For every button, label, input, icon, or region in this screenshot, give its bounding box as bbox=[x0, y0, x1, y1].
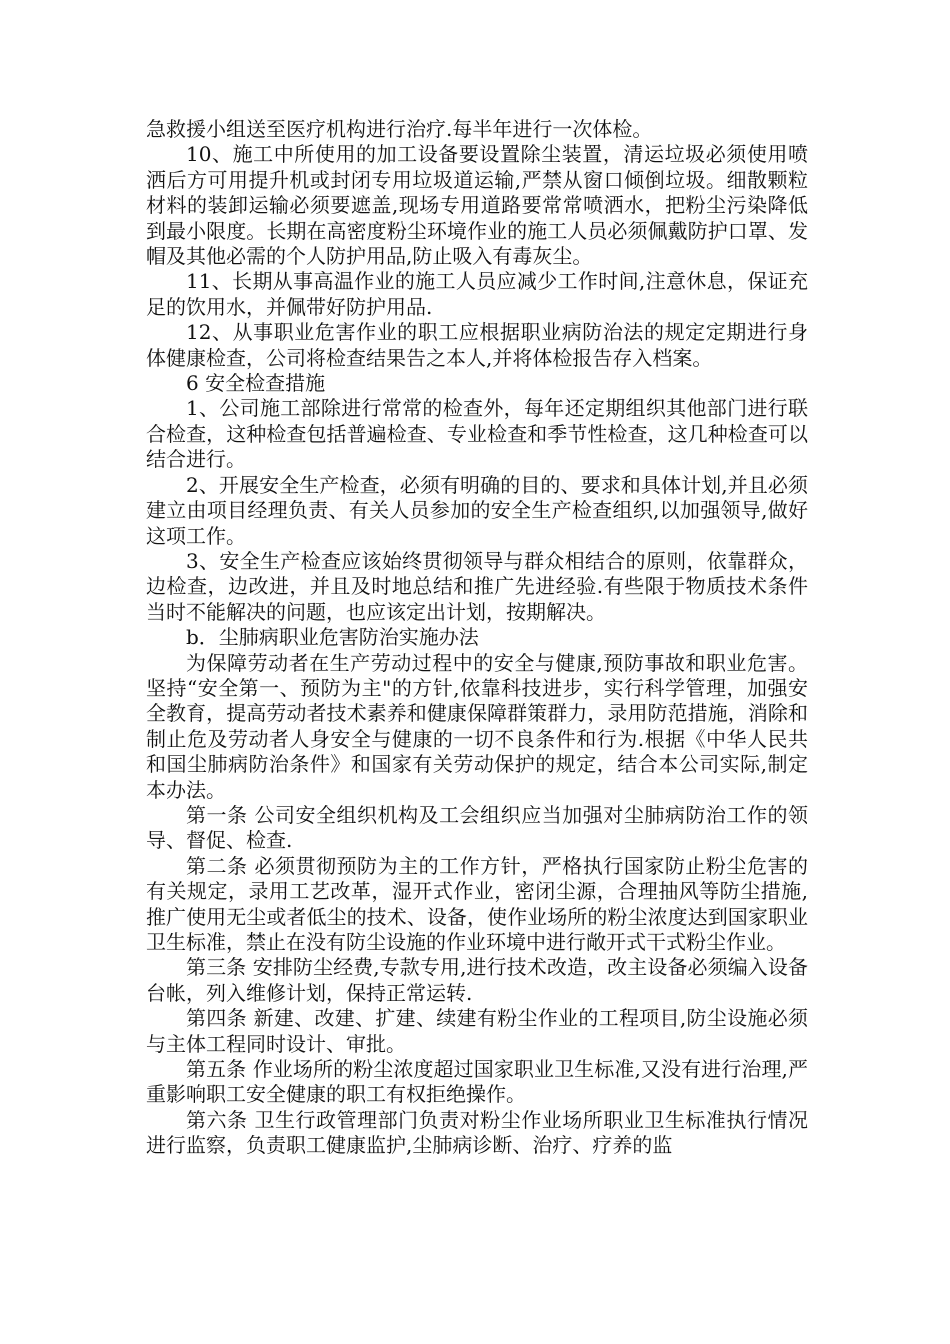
article-paragraph: 第四条 新建、改建、扩建、续建有粉尘作业的工程项目,防尘设施必须与主体工程同时设计、审批。 bbox=[146, 1006, 808, 1056]
article-paragraph: 第五条 作业场所的粉尘浓度超过国家职业卫生标准,又没有进行治理,严重影响职工安全健康的职工有权拒绝操作。 bbox=[146, 1057, 808, 1107]
paragraph: 为保障劳动者在生产劳动过程中的安全与健康,预防事故和职业危害。坚持“安全第一、预防为主"的方针,依靠科技进步，实行科学管理，加强安全教育，提高劳动者技术素养和健康保障群策群力，录用防范措施，消除和制止危及劳动者人身安全与健康的一切不良条件和行为.根据《中华人民共和国尘肺病防治条件》和国家有关劳动保护的规定，结合本公司实际,制定本办法。 bbox=[146, 650, 808, 802]
paragraph: 11、长期从事高温作业的施工人员应减少工作时间,注意休息，保证充足的饮用水，并佩带好防护用品. bbox=[146, 269, 808, 319]
section-heading: b．尘肺病职业危害防治实施办法 bbox=[186, 625, 479, 650]
paragraph: 急救援小组送至医疗机构进行治疗.每半年进行一次体检。 bbox=[146, 117, 653, 141]
paragraph: 1、公司施工部除进行常常的检查外，每年还定期组织其他部门进行联合检查，这种检查包括普遍检查、专业检查和季节性检查，这几种检查可以结合进行。 bbox=[146, 396, 808, 472]
article-paragraph: 第二条 必须贯彻预防为主的工作方针，严格执行国家防止粉尘危害的有关规定，录用工艺改革，湿开式作业，密闭尘源，合理抽风等防尘措施,推广使用无尘或者低尘的技术、设备，使作业场所的粉尘浓度达到国家职业卫生标准，禁止在没有防尘设施的作业环境中进行敞开式干式粉尘作业。 bbox=[146, 853, 808, 954]
article-paragraph: 第六条 卫生行政管理部门负责对粉尘作业场所职业卫生标准执行情况进行监察，负责职工健康监护,尘肺病诊断、治疗、疗养的监 bbox=[146, 1107, 808, 1158]
article-paragraph: 第三条 安排防尘经费,专款专用,进行技术改造，改主设备必须编入设备台帐，列入维修计划，保持正常运转. bbox=[146, 955, 808, 1005]
paragraph: 12、从事职业危害作业的职工应根据职业病防治法的规定定期进行身体健康检查，公司将检查结果告之本人,并将体检报告存入档案。 bbox=[146, 320, 808, 370]
paragraph: 10、施工中所使用的加工设备要设置除尘装置，清运垃圾必须使用喷洒后方可用提升机或封闭专用垃圾道运输,严禁从窗口倾倒垃圾。细散颗粒材料的装卸运输必须要遮盖,现场专用道路要常常喷洒水，把粉尘污染降低到最小限度。长期在高密度粉尘环境作业的施工人员必须佩戴防护口罩、发帽及其他必需的个人防护用品,防止吸入有毒灰尘。 bbox=[146, 142, 808, 269]
document-body bbox=[146, 117, 808, 1159]
section-heading: 6 安全检查措施 bbox=[186, 371, 326, 396]
paragraph: 3、安全生产检查应该始终贯彻领导与群众相结合的原则，依靠群众，边检查，边改进，并且及时地总结和推广先进经验.有些限于物质技术条件当时不能解决的问题，也应该定出计划，按期解决。 bbox=[146, 548, 808, 624]
paragraph: 2、开展安全生产检查，必须有明确的目的、要求和具体计划,并且必须建立由项目经理负责、有关人员参加的安全生产检查组织,以加强领导,做好这项工作。 bbox=[146, 472, 808, 548]
article-paragraph: 第一条 公司安全组织机构及工会组织应当加强对尘肺病防治工作的领导、督促、检查. bbox=[146, 802, 808, 853]
